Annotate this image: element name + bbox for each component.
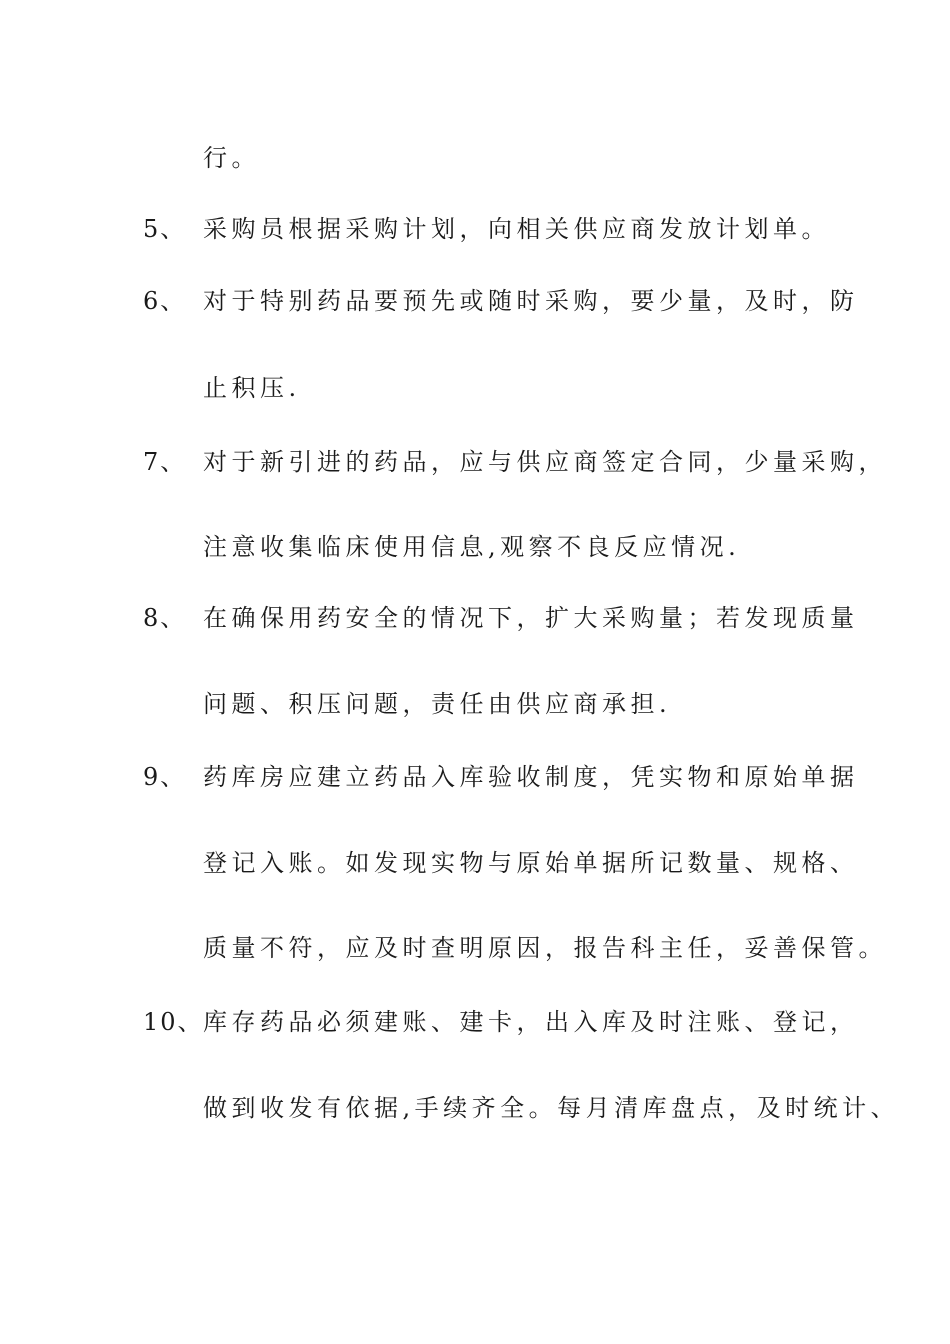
item-number-6: 6、: [143, 287, 187, 315]
item-7-line-1: 对于新引进的药品，应与供应商签定合同，少量采购，: [203, 448, 887, 476]
item-10-line-2: 做到收发有依据,手续齐全。每月清库盘点，及时统计、: [203, 1094, 900, 1122]
item-number-7: 7、: [143, 448, 187, 476]
continuation-line: 行。: [203, 144, 260, 172]
item-5-line-1: 采购员根据采购计划，向相关供应商发放计划单。: [203, 215, 830, 243]
item-9-line-3: 质量不符，应及时查明原因，报告科主任，妥善保管。: [203, 934, 887, 962]
item-number-9: 9、: [143, 763, 187, 791]
item-number-5: 5、: [143, 215, 187, 243]
item-8-line-2: 问题、积压问题，责任由供应商承担.: [203, 690, 672, 718]
item-7-line-2: 注意收集临床使用信息,观察不良反应情况.: [203, 533, 741, 561]
item-9-line-2: 登记入账。如发现实物与原始单据所记数量、规格、: [203, 849, 859, 877]
item-8-line-1: 在确保用药安全的情况下，扩大采购量；若发现质量: [203, 604, 859, 632]
item-number-10: 10、: [143, 1008, 204, 1036]
item-6-line-2: 止积压.: [203, 374, 301, 402]
item-10-line-1: 库存药品必须建账、建卡，出入库及时注账、登记，: [203, 1008, 859, 1036]
item-number-8: 8、: [143, 604, 187, 632]
item-9-line-1: 药库房应建立药品入库验收制度，凭实物和原始单据: [203, 763, 859, 791]
item-6-line-1: 对于特别药品要预先或随时采购，要少量，及时，防: [203, 287, 859, 315]
